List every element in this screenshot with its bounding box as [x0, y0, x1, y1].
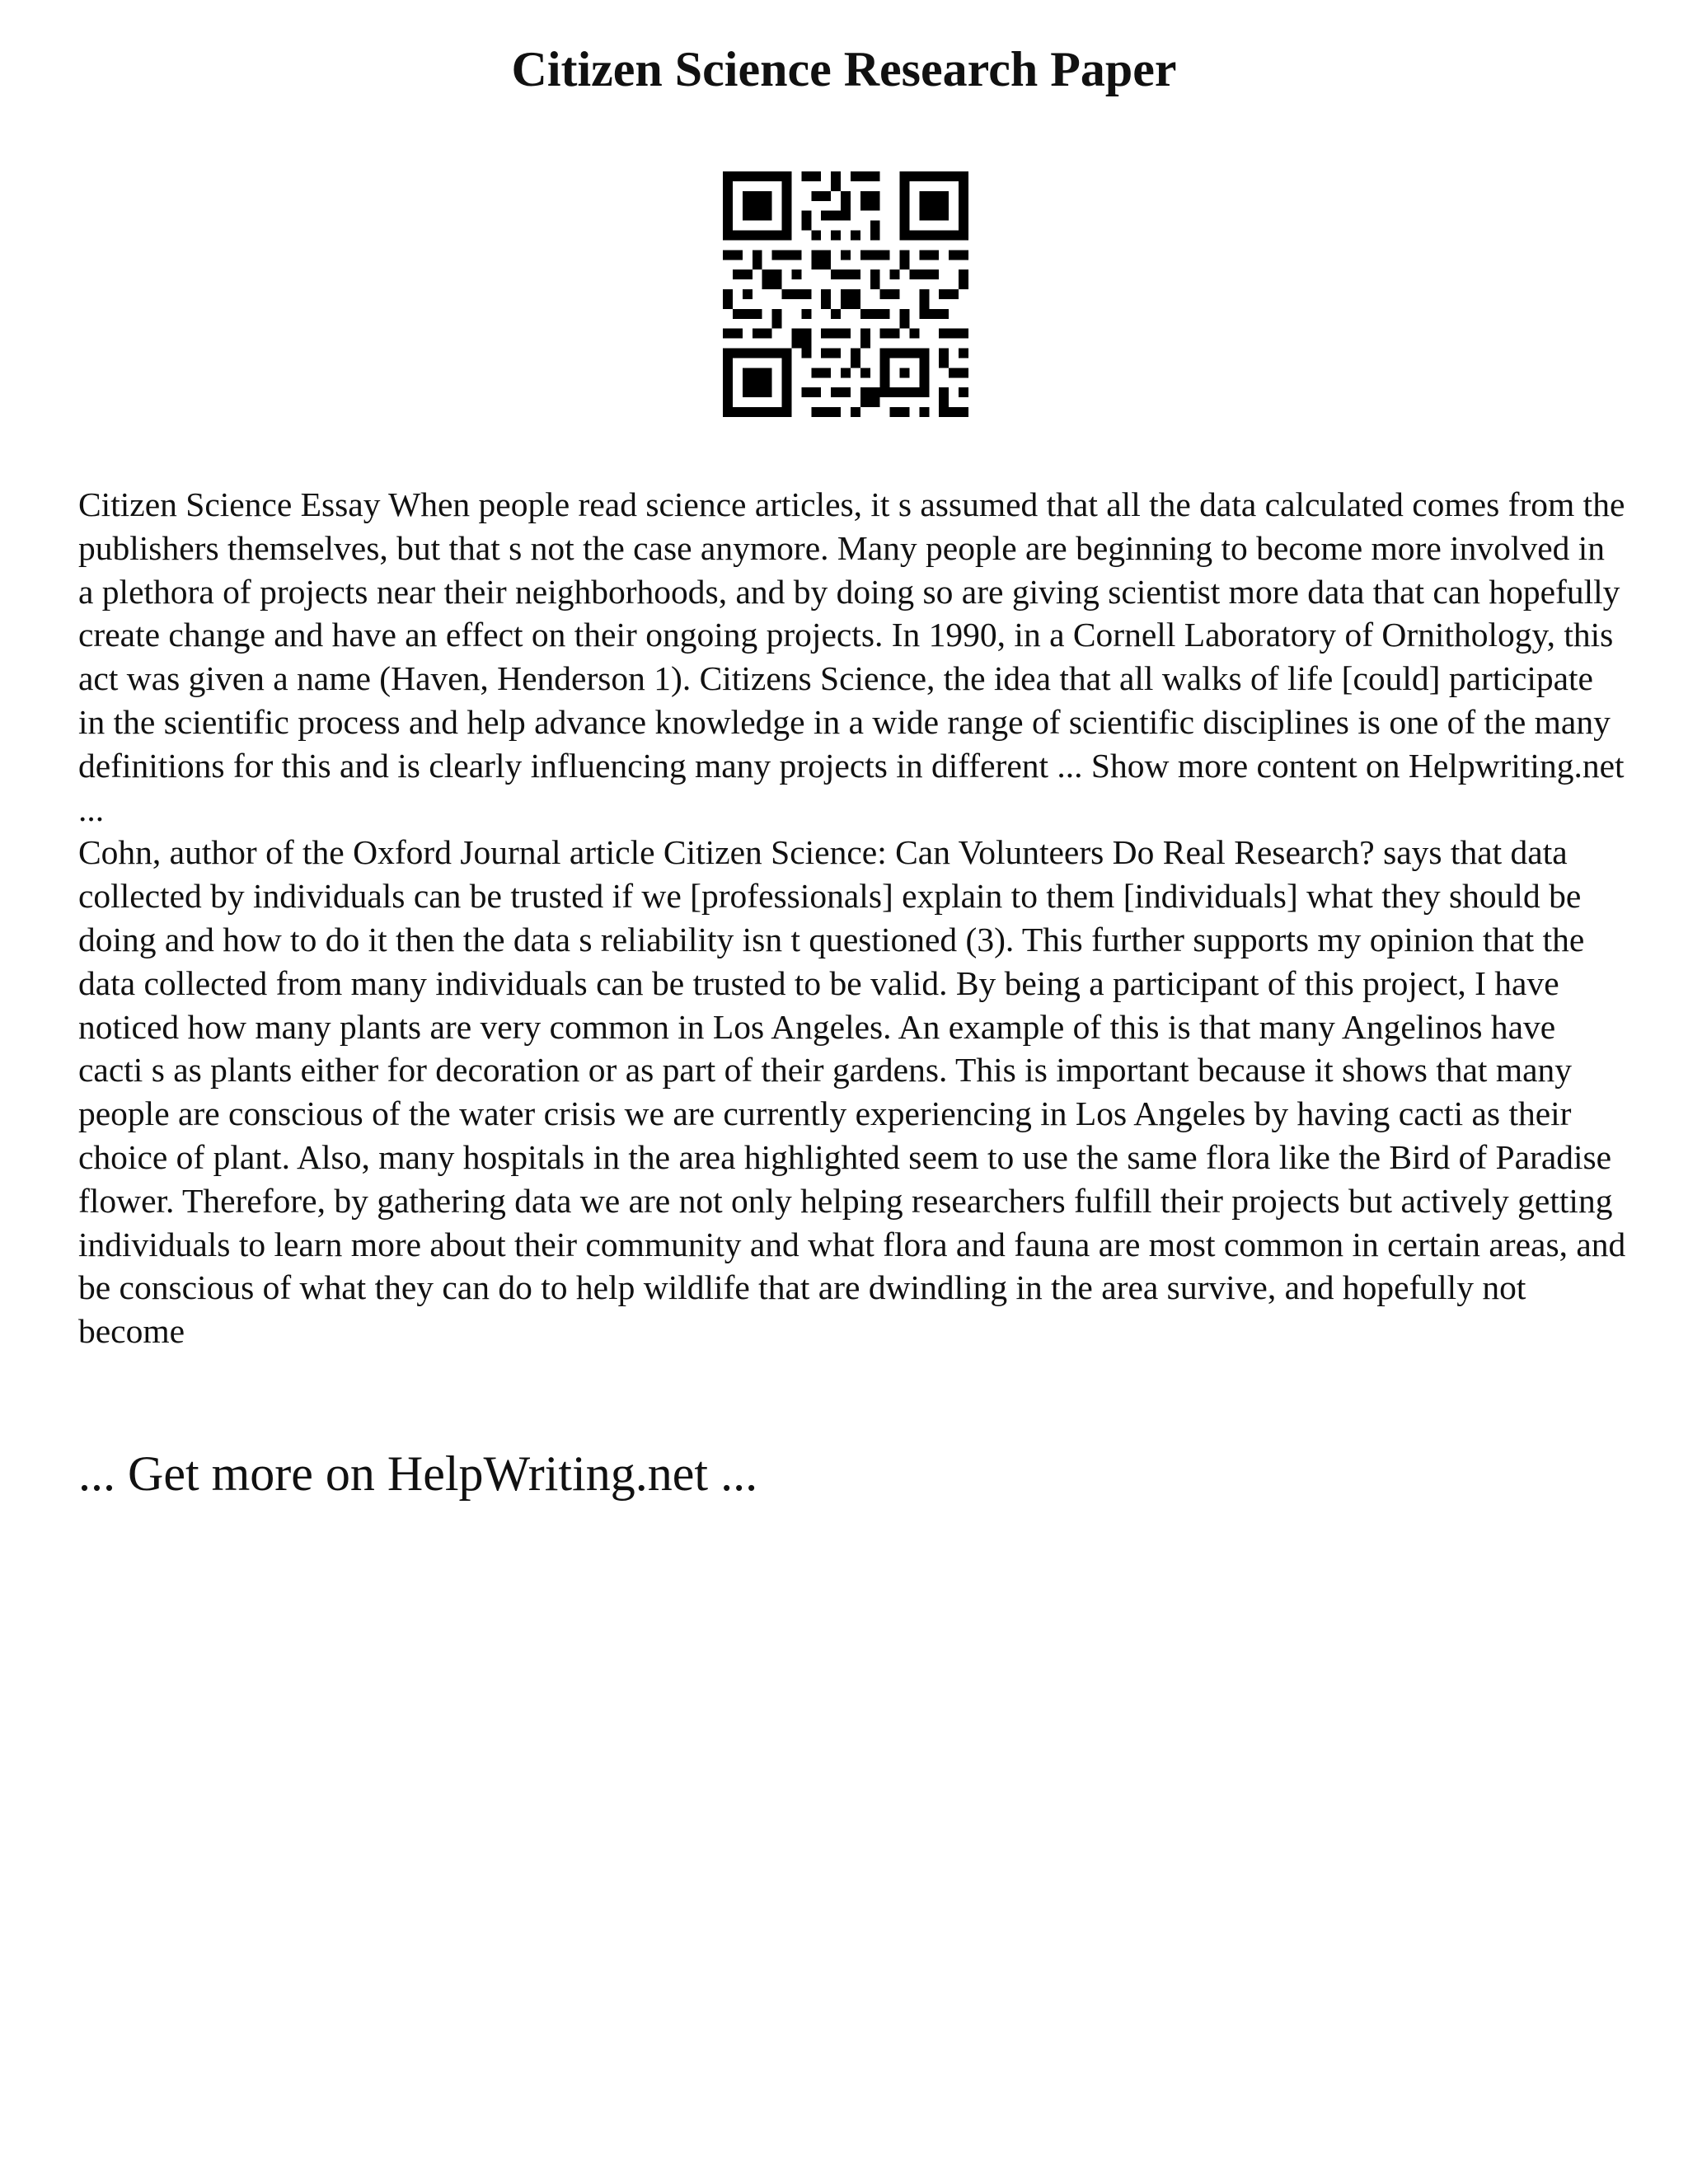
get-more-link[interactable]: ... Get more on HelpWriting.net ...	[78, 1446, 758, 1501]
qr-code-icon	[723, 171, 968, 417]
essay-body	[78, 483, 1628, 1353]
essay-paragraph: Citizen Science Essay When people read science articles, it s assumed that all the data calculated comes from the publishers themselves, but that s not the case anymore. Many people are beginning to become more involved in a plethora of projects near their neighborhoods, and by doing so are giving scientist more data that can hopefully create change and have an effect on their ongoing projects. In 1990, in a Cornell Laboratory of Ornithology, this act was given a name (Haven, Henderson 1). Citizens Science, the idea that all walks of life [could] participate in the scientific process and help advance knowledge in a wide range of scientific disciplines is one of the many definitions for this and is clearly influencing many projects in different ... Show more content on Helpwriting.net ...	[78, 485, 1625, 828]
essay-paragraph: Cohn, author of the Oxford Journal article Citizen Science: Can Volunteers Do Real Research? says that data collected by individuals can be trusted if we [professionals] explain to them [individuals] what they should be doing and how to do it then the data s reliability isn t questioned (3). This further supports my opinion that the data collected from many individuals can be trusted to be valid. By being a participant of this project, I have noticed how many plants are very common in Los Angeles. An example of this is that many Angelinos have cacti s as plants either for decoration or as part of their gardens. This is important because it shows that many people are conscious of the water crisis we are currently experiencing in Los Angeles by having cacti as their choice of plant. Also, many hospitals in the area highlighted seem to use the same flora like the Bird of Paradise flower. Therefore, by gathering data we are not only helping researchers fulfill their projects but actively getting individuals to learn more about their community and what flora and fauna are most common in certain areas, and be conscious of what they can do to help wildlife that are dwindling in the area survive, and hopefully not become	[78, 833, 1626, 1351]
qr-code-graphic	[723, 171, 968, 417]
page-title: Citizen Science Research Paper	[511, 42, 1177, 96]
